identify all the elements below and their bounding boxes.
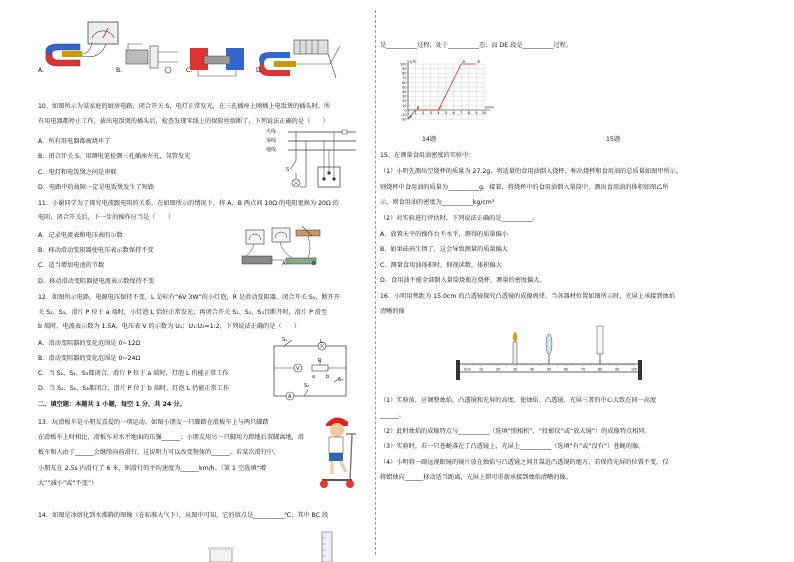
curve-point-label: B	[416, 104, 420, 110]
q11-option-c: C．适当增加电池的节数	[38, 262, 105, 269]
q12-stem-line1: 12．如图所示电路，电源电压保持不变，L 是标有“6V 3W”的小灯泡，R 是滑动变阻器，闭合开关 S₁，断开开	[38, 294, 341, 301]
q16-stem-line1: 16．小明用焦距为 15.0cm 的凸透镜探究凸透镜的成像规律，当各器材位置如图所示时，光屏上承接到烛焰	[380, 293, 675, 300]
q12-option-a: A．滑动变阻器的变化范围是 0~12Ω	[38, 340, 141, 347]
x-tick-label: 4	[437, 111, 440, 115]
q12-label-b-end: b	[326, 374, 330, 380]
bench-tick-label: 40	[529, 367, 535, 372]
q10-option-a: A．所有用电器都被烧坏了	[38, 138, 111, 145]
q9-option-a: A.	[38, 67, 45, 74]
y-axis-title: t/℃	[410, 60, 417, 64]
bench-tick-label: 80	[597, 367, 603, 372]
q16-p3: （3）实验时，若一只苍蝇落在了凸透镜上，光屏上__________（选填“有”或“没有”）苍蝇的像。	[380, 443, 645, 450]
q15-option-c: C．测量食用油体积时，仰视读数，体积偏大	[380, 262, 502, 269]
y-tick-label: 20	[402, 99, 407, 104]
left-column	[0, 0, 374, 562]
q10-stem-line2: 有用电器都停止工作，拔出电饭煲的插头后，检查发现零线上的保险丝熔断了，下列说法正确的是（ ）	[38, 118, 329, 125]
bench-tick-label: 70	[580, 367, 586, 372]
q16-p1-line1: （1）实验前，应调整烛焰、凸透镜和光屏的高度，使烛焰、凸透镜、光屏三者的中心大致在同一高度	[380, 397, 657, 404]
q15-option-b: B．如果砝码生锈了，这会导致测量的质量偏大	[380, 246, 508, 253]
curve-point-label: E	[477, 58, 481, 64]
y-tick-label: 80	[402, 71, 407, 76]
q10-circuit-figure	[266, 127, 358, 193]
q16-p4-line1: （4）小明将一副远视眼镜的镜片放在烛焰与凸透镜之间且靠近凸透镜的地方，若保持光屏的位置不变，仅	[380, 459, 669, 466]
q12-option-b: B．滑动变阻器的变化范围是 0~24Ω	[38, 355, 141, 362]
y-tick-label: 70	[402, 76, 407, 81]
bench-leg-left	[456, 360, 460, 380]
y-tick-label: 40	[402, 90, 407, 94]
q11-stem-line1: 11．小谢同学为了探究电流跟电阻的关系，在如图所示的情况下，将 A、B 两点间 10Ω 的电阻更换为 20Ω 的	[38, 200, 339, 207]
q9-option-b: B.	[116, 67, 123, 74]
bench-tick-label: 60	[563, 367, 569, 372]
q12-circuit-figure	[268, 338, 352, 402]
q16-p4-line2: 将蜡烛向______移动适当距离，光屏上即可重新承接到烛焰清晰的像。	[380, 474, 572, 481]
q16-p2: （2）此时烛焰的成像特点与__________（选填“照相机”、“投影仪”或“放大镜”）的成像特点相同。	[380, 428, 651, 435]
convex-lens	[546, 334, 552, 354]
x-tick-label: 6	[452, 111, 455, 115]
y-tick-label: 100	[400, 62, 407, 67]
q12-label-v: V	[296, 366, 300, 372]
q12-label-a-end: a	[312, 374, 316, 380]
q10-option-b: B．闭合开关 S，用测电笔检测三孔插座左孔，氖管发光	[38, 153, 191, 160]
q13-line3: 板车和人由于______会继续向前滑行，这说明力可以改变物体的______。若某次滑行中，	[38, 449, 280, 456]
x-tick-label: 3	[429, 111, 432, 115]
x-tick-label: 10	[481, 111, 487, 115]
x-tick-label: 2	[422, 111, 425, 115]
bench-zero-label: 0cm	[464, 367, 471, 372]
q9-figure-d	[254, 38, 346, 82]
caption-q14: 14题	[422, 136, 437, 143]
x-axis-title: t/min	[485, 105, 494, 110]
q9-figure-b	[122, 40, 182, 80]
curve-point-label: D	[462, 58, 466, 64]
q12-label-r: R	[318, 358, 322, 364]
q15-p1-line2: 则烧杯中食用油的质量为__________g，接着，将烧杯中的食用油倒入量筒中，测出食用油的体积如图乙所	[380, 184, 669, 191]
q15-cylinder-partial	[318, 530, 336, 562]
q15-beaker-partial	[208, 545, 234, 562]
q16-stem-line2: 清晰的像	[380, 308, 405, 315]
q10-stem-line1: 10、如图所示为某家庭的厨房电路，闭合开关 S，电灯正常发光，在三孔插座上刚插上电饭煲的插头时，所	[38, 103, 331, 110]
q15-p1-line3: 示，则食用油的密度为__________kg/cm³	[380, 199, 495, 206]
q10-option-c: C．电灯和电饭煲之间是串联	[38, 169, 117, 176]
q12-label-s2: S₂	[304, 383, 310, 389]
q12-label-ammeter: A	[288, 394, 292, 400]
y-tick-label: -20	[400, 117, 407, 122]
x-tick-label: 9	[475, 111, 478, 115]
q12-label-L: L	[320, 339, 323, 345]
q9-figure-a	[40, 20, 122, 75]
q14-temperature-graph	[388, 58, 498, 128]
q11-label-b: B	[312, 261, 316, 267]
q11-label-a: A	[282, 261, 286, 267]
q15-p1-line1: （1）小明先测出空烧杯的质量为 27.2g，将适量的食用油倒入烧杯，称出烧杯和食用油的总质量如图甲所示，	[380, 168, 683, 175]
q15-stem: 15、在测量食用油密度的实验中：	[380, 152, 475, 159]
bench-tick-label: 90	[614, 367, 620, 372]
q12-option-d: D．当 S₁、S₂、S₃都闭合，滑片 P 位于 b 端时，灯泡 L 仍能正常工作	[38, 385, 230, 392]
y-tick-label: 60	[402, 80, 407, 85]
bench-leg-right	[638, 360, 642, 380]
q14-line1: 14．如图是冰熔化到水沸腾的图像（在标准大气下），从图中可知，它的熔点是__________℃；其中 BC 段	[38, 512, 329, 519]
x-tick-label: 8	[467, 111, 470, 115]
bench-tick-label: 50	[546, 367, 552, 372]
q9-option-d: D.	[256, 67, 263, 74]
curve-point-label: A	[409, 114, 412, 119]
y-tick-label: 90	[402, 67, 407, 71]
q11-option-d: D．移动滑动变阻器使电流表示数保持不变	[38, 278, 155, 285]
bench-tick-label: 20	[495, 367, 501, 372]
bench-tick-label: 10	[478, 367, 484, 372]
q12-label-s1: S₁	[282, 337, 288, 343]
q13-line2: 在滑板车上时相比，滑板车对水平地面的压强______；小朋友用另一只脚用力蹬地后双脚离地，滑	[38, 434, 305, 441]
light-screen	[597, 326, 603, 354]
q12-stem-line2: 关 S₂、S₃，滑片 P 位于 a 端时，小灯泡 L 恰好正常发光；再闭合开关 S₁、S₂、S₃且断开时，滑片 P 滑至	[38, 309, 328, 316]
q9-option-c: C.	[186, 67, 193, 74]
y-tick-label: -10	[400, 113, 407, 117]
q15-option-a: A．放置天平的操作台不水平，测得的质量偏小	[380, 231, 508, 238]
q15-p2: （2）对实验进行评估时，下列说法正确的是__________。	[380, 215, 539, 222]
x-tick-label: 7	[460, 111, 463, 115]
q15-option-d: D．食用油不能全部倒入量筒烧瓶在烧杯，测量的密度偏大。	[380, 277, 546, 284]
column-divider	[375, 10, 376, 555]
q10-label-switch: S	[286, 167, 290, 173]
q12-stem-line3: b 端时，电流表示数为 1.5A，电压表 V 的示数为 U₁；U₁:U₂=1:2，下列说法正确的是（ ）	[38, 323, 301, 330]
q10-label-live: 火线	[266, 129, 277, 135]
bench-tick-label: 30	[512, 367, 518, 372]
y-tick-label: 50	[402, 85, 407, 90]
y-tick-label: 10	[402, 103, 407, 108]
curve-point-label: C	[439, 104, 443, 110]
right-column	[380, 0, 794, 562]
q12-label-s3: S₃	[338, 377, 344, 383]
q12-option-c: C．当 S₁、S₂、S₃都闭合，滑片 P 位于 a 端时，灯泡 L 仍能正常工作	[38, 370, 229, 377]
q10-option-d: D．电路中的故障一定是电饭煲发生了短路	[38, 184, 155, 191]
q9-figure-c	[186, 40, 248, 78]
q10-label-ground: 地线	[266, 147, 277, 153]
x-tick-label: 1	[414, 111, 417, 115]
section2-heading: 二、填空题：本题共 1 小题，每空 1 分，共 24 分。	[38, 401, 186, 408]
q11-option-a: A．记录电流表和电压表的示数	[38, 232, 123, 239]
q10-label-neutral: 零线	[266, 138, 277, 144]
y-tick-label: 30	[402, 94, 407, 99]
q14-continuation-line: 是__________过程，处于__________态；而 DE 段是__________过程。	[380, 42, 573, 49]
candle	[513, 342, 517, 364]
q13-line1: 13．玩滑板车是小朋友喜爱的一项运动。如图小朋友一只脚踏在滑板车上与两只脚踏	[38, 419, 269, 426]
q13-line5: 大”“减小”或“不变”）	[38, 480, 98, 487]
x-tick-label: 5	[444, 111, 448, 115]
q11-stem-line2: 电阻，闭合开关后，下一步的操作应当是（ ）	[38, 214, 175, 221]
caption-q15: 15题	[606, 136, 621, 143]
y-tick-label: 0	[404, 108, 407, 113]
bench-tick-label: 100	[630, 367, 638, 372]
q13-line4: 小朋友在 2.5s 内滑行了 6 米，则滑行的平均速度为______km/h。（第 1 空选填“增	[38, 465, 266, 472]
q13-scooter-figure	[316, 410, 360, 490]
q11-option-b: B．移动滑动变阻器使电压表示数保持不变	[38, 247, 154, 254]
q16-optical-bench	[454, 320, 644, 384]
candle-flame	[513, 332, 517, 342]
q16-p1-line2: ______。	[380, 412, 405, 419]
